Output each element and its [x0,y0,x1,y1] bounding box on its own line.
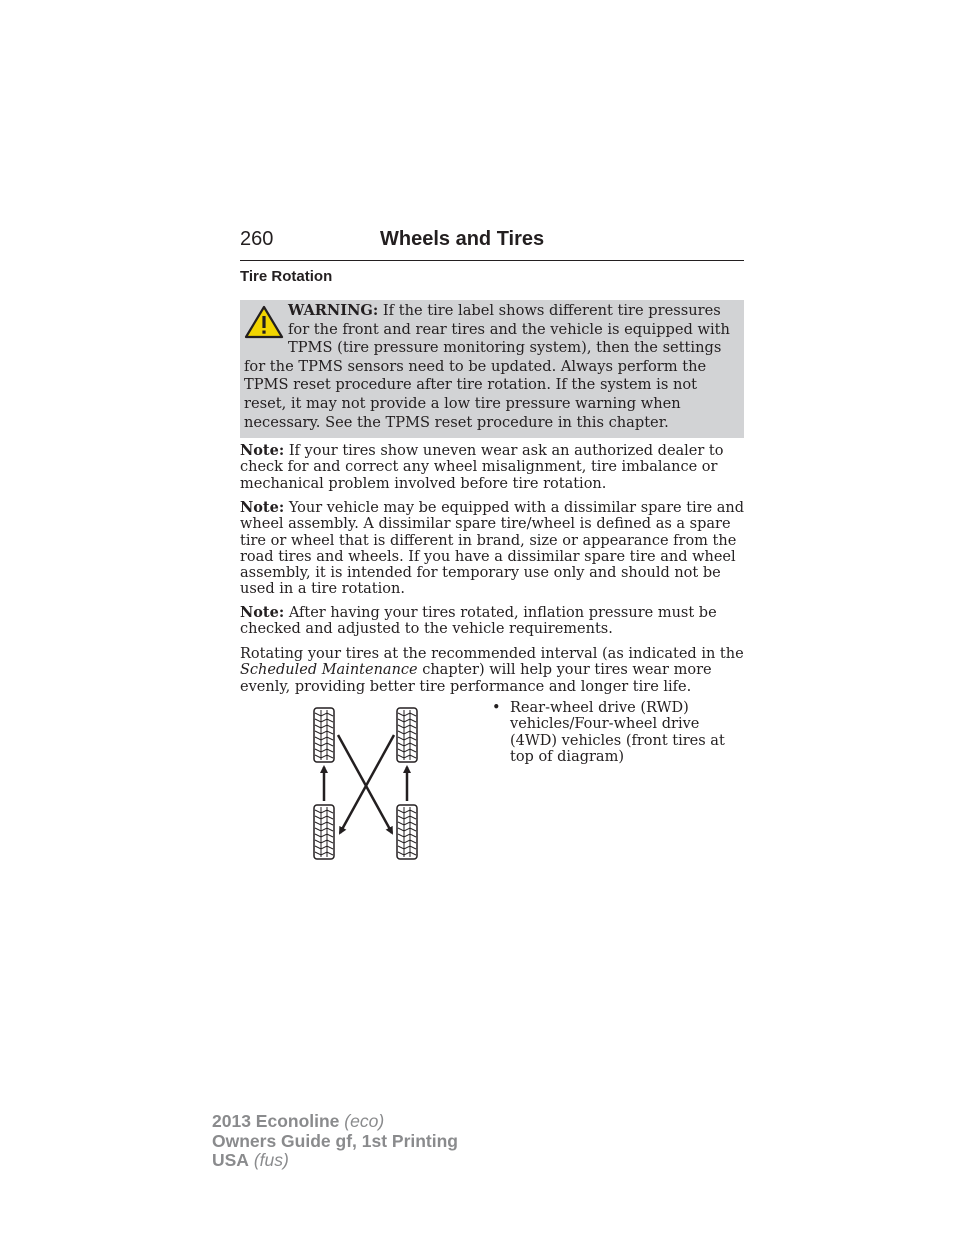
rear-right-tire [397,805,417,859]
page-number: 260 [240,228,274,250]
page-header [240,228,744,261]
footer-region: USA [212,1150,249,1170]
note-paragraph [240,443,746,492]
footer-region-code: (fus) [253,1150,289,1170]
front-right-tire [397,708,417,762]
rotation-paragraph [240,646,746,695]
section-heading: Tire Rotation [240,268,333,285]
footer-guide: Owners Guide gf, 1st Printing [212,1130,458,1151]
footer-model: 2013 Econoline [212,1111,340,1131]
tire-rotation-diagram-icon [308,705,426,863]
scheduled-maintenance-reference: Scheduled Maintenance [240,662,418,679]
document-footer [212,1112,458,1171]
list-item: • Rear-wheel drive (RWD) vehicles/Four-wheel drive (4WD) vehicles (front tires at top of diagram) [492,700,744,765]
bullet-list [492,700,744,765]
warning-box [240,300,744,438]
footer-line [212,1151,458,1171]
rear-left-tire [314,805,334,859]
front-left-tire [314,708,334,762]
note-text: After having your tires rotated, inflation pressure must be checked and adjusted to the vehicle requirements. [240,605,717,638]
note-label: Note: [240,604,285,621]
warning-triangle-icon [244,304,284,340]
note-text: If your tires show uneven wear ask an authorized dealer to check for and correct any wheel misalignment, tire imbalance or mechanical problem involved before tire rotation. [240,443,724,492]
chapter-title: Wheels and Tires [380,228,545,250]
note-label: Note: [240,442,285,459]
footer-line [212,1132,458,1152]
footer-line [212,1112,458,1132]
note-text: Your vehicle may be equipped with a dissimilar spare tire and wheel assembly. A dissimilar spare tire/wheel is defined as a spare tire or wheel that is different in brand, size or appearance from the road tires and wheels. If you have a dissimilar spare tire and wheel assembly, it is intended for temporary use only and should not be used in a tire rotation. [240,500,745,598]
note-paragraph [240,500,746,598]
footer-code: (eco) [344,1111,385,1131]
rotation-text-after: chapter) will help your tires wear more evenly, providing better tire performance and longer tire life. [240,662,712,695]
front-right-to-rear-left-arrow [340,735,394,833]
note-label: Note: [240,499,285,516]
note-paragraph [240,605,746,638]
warning-text: If the tire label shows different tire pressures for the front and rear tires and the vehicle is equipped with TPMS (tire pressure monitoring system), then the settings for the TPMS sensors need to be updated. Always perform the TPMS reset procedure after tire rotation. If the system is not reset, it may not provide a low tire pressure warning when necessary. See the TPMS reset procedure in this chapter. [244,302,730,431]
front-left-to-rear-right-arrow [338,735,392,833]
warning-label: WARNING: [288,302,379,319]
rotation-text-before: Rotating your tires at the recommended interval (as indicated in the [240,646,744,662]
